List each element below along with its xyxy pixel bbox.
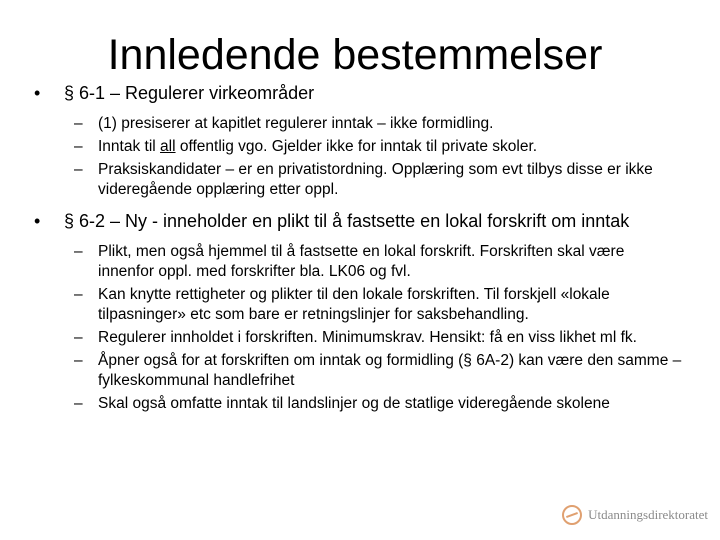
underlined-word: all [160, 138, 176, 155]
dash-marker: – [74, 243, 83, 260]
sub-bullet-text-pre: Inntak til [98, 138, 161, 155]
dash-marker: – [74, 329, 83, 346]
udir-logo [562, 500, 708, 530]
dash-marker: – [74, 115, 83, 132]
sub-bullet-text-post: offentlig vgo. Gjelder ikke for inntak til private skoler. [175, 138, 538, 155]
sub-bullet-text: Åpner også for at forskriften om inntak og formidling (§ 6A-2) kan være den samme – fylkeskommunal handlefrihet [98, 352, 682, 389]
sub-bullet-item [74, 285, 684, 325]
sub-bullet-text: (1) presiserer at kapitlet regulerer inntak – ikke formidling. [98, 115, 494, 132]
sub-bullet-text: Regulerer innholdet i forskriften. Minimumskrav. Hensikt: få en viss likhet ml fk. [98, 329, 637, 346]
sub-bullet-item [74, 114, 684, 134]
bullet-section-2-heading: § 6-2 – Ny - inneholder en plikt til å fastsette en lokal forskrift om inntak [64, 211, 630, 231]
sub-bullet-item [74, 137, 684, 157]
bullet-section-2 [34, 210, 684, 232]
logo-text: Utdanningsdirektoratet [588, 507, 708, 522]
dash-marker: – [74, 286, 83, 303]
sub-bullet-item [74, 160, 684, 200]
dash-marker: – [74, 395, 83, 412]
sub-bullet-list-1 [34, 114, 684, 200]
sub-bullet-text: Plikt, men også hjemmel til å fastsette en lokal forskrift. Forskriften skal være innenfor oppl. med forskrifter bla. LK06 og fvl. [98, 243, 625, 280]
slide-body [34, 82, 684, 417]
sub-bullet-list-2 [34, 242, 684, 414]
sub-bullet-item [74, 242, 684, 282]
sub-bullet-item [74, 328, 684, 348]
dash-marker: – [74, 161, 83, 178]
sub-bullet-text: Skal også omfatte inntak til landslinjer og de statlige videregående skolene [98, 395, 610, 412]
sub-bullet-item [74, 351, 684, 391]
dash-marker: – [74, 352, 83, 369]
slide-title: Innledende bestemmelser [107, 31, 603, 79]
dash-marker: – [74, 138, 83, 155]
bullet-marker: • [34, 83, 41, 103]
udir-logo-icon [562, 505, 582, 525]
bullet-section-1 [34, 82, 684, 104]
sub-bullet-text: Praksiskandidater – er en privatistordning. Opplæring som evt tilbys disse er ikke videregående opplæring etter oppl. [98, 161, 653, 198]
sub-bullet-item [74, 394, 684, 414]
sub-bullet-text: Kan knytte rettigheter og plikter til den lokale forskriften. Til forskjell «lokale tilpasninger» etc som bare er retningslinjer for saksbehandling. [98, 286, 610, 323]
bullet-section-1-heading: § 6-1 – Regulerer virkeområder [64, 83, 315, 103]
bullet-marker: • [34, 211, 41, 231]
